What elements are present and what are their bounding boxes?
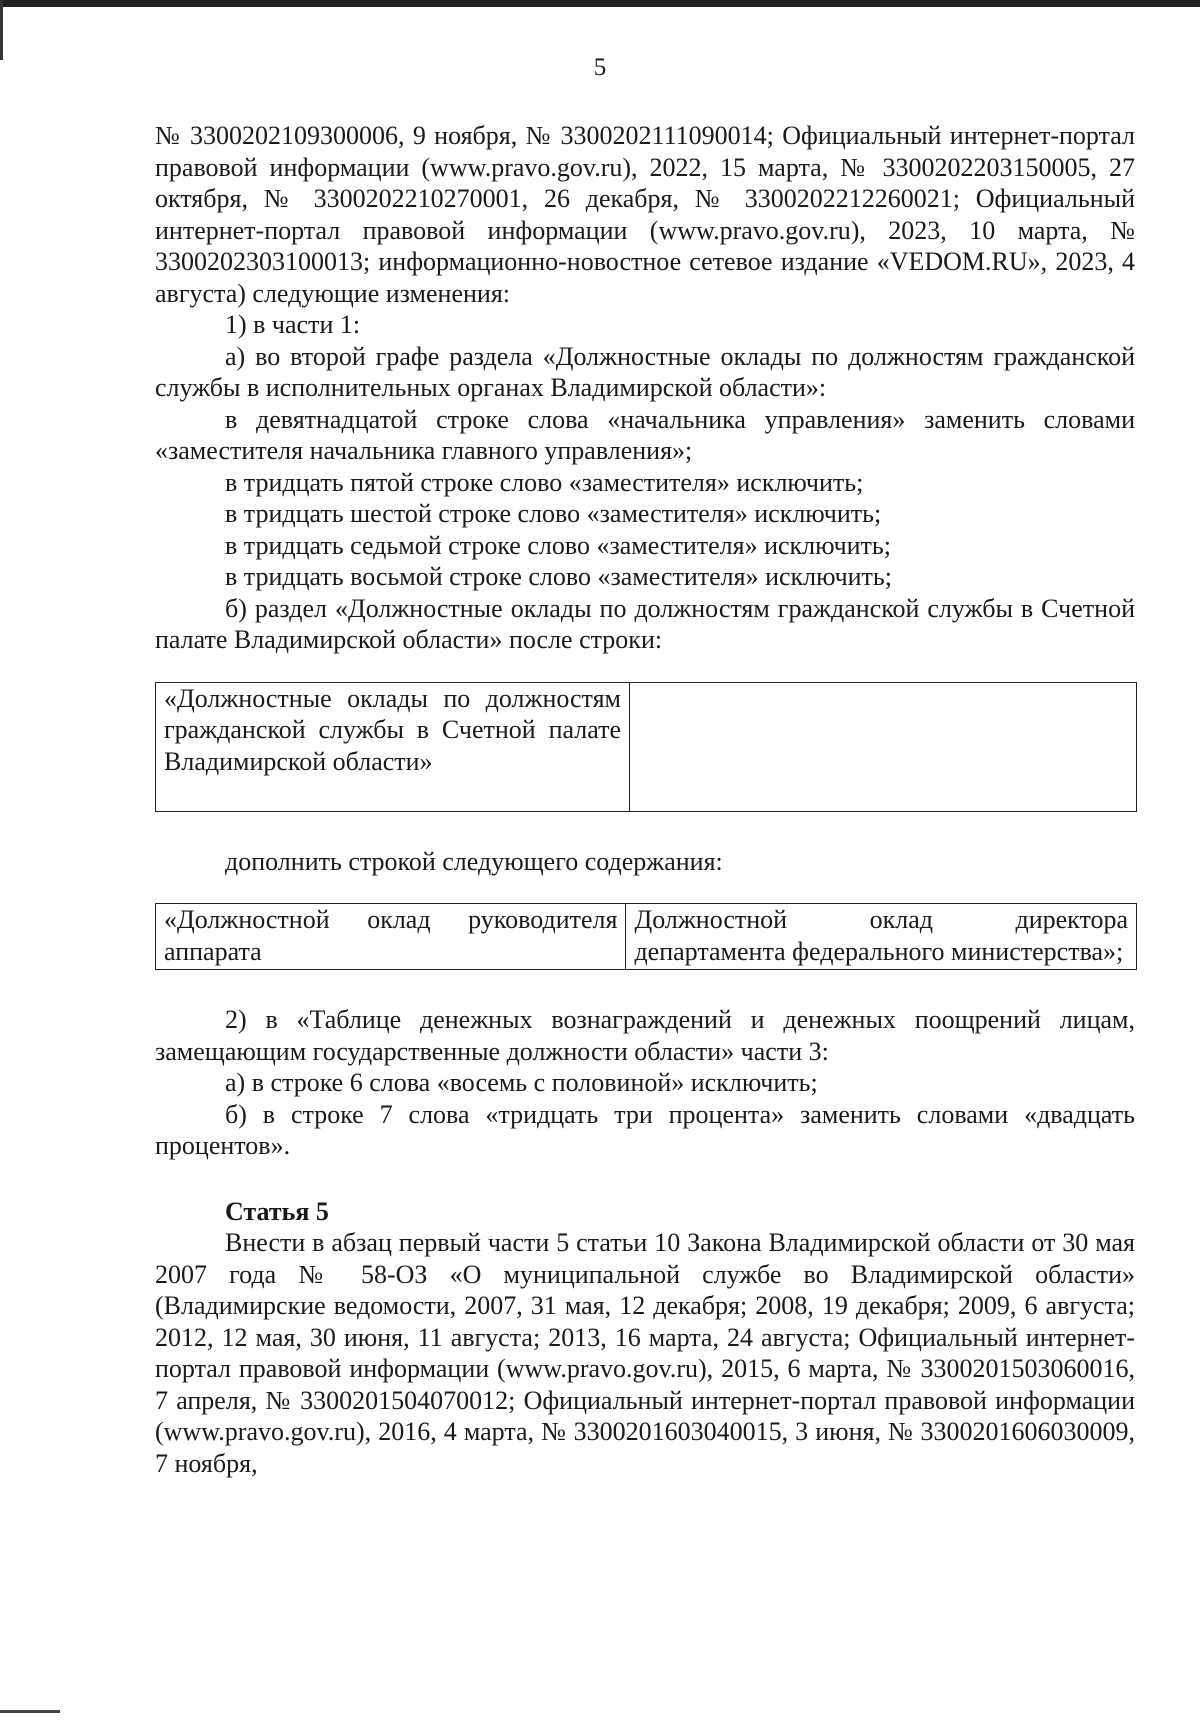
table-cell-right: Должностной оклад директора департамента федерального министерства»; xyxy=(626,904,1137,970)
paragraph-item-a: а) во второй графе раздела «Должностные оклады по должностям гражданской службы в исполнительных органах Владимирской области»: xyxy=(155,341,1135,402)
paragraph-item-b: б) раздел «Должностные оклады по должностям гражданской службы в Счетной палате Владимирской области» после строки: xyxy=(155,593,1135,654)
article-title: Статья 5 xyxy=(225,1196,329,1226)
table-existing-row xyxy=(155,682,1137,812)
table-cell-left: «Должностные оклады по должностям гражданской службы в Счетной палате Владимирской области» xyxy=(156,682,630,811)
scan-edge-bottom xyxy=(0,1710,60,1713)
paragraph-row-19: в девятнадцатой строке слова «начальника управления» заменить словами «заместителя начальника главного управления»; xyxy=(155,404,1135,465)
paragraph-row-7: б) в строке 7 слова «тридцать три процента» заменить словами «двадцать процентов». xyxy=(155,1099,1135,1160)
table-cell-left: «Должностной оклад руководителя аппарата xyxy=(156,904,626,970)
table-row xyxy=(156,904,1137,970)
scan-edge-left xyxy=(0,0,3,60)
paragraph-part-3: 2) в «Таблице денежных вознаграждений и денежных поощрений лицам, замещающим государственные должности области» части 3: xyxy=(155,1005,1135,1066)
paragraph-row-6: а) в строке 6 слова «восемь с половиной» исключить; xyxy=(225,1068,818,1097)
table-cell-right xyxy=(630,682,1137,811)
scan-edge-top xyxy=(0,0,1200,7)
table-new-row xyxy=(155,903,1137,970)
article-text: Внести в абзац первый части 5 статьи 10 Закона Владимирской области от 30 мая 2007 года № 58-ОЗ «О муниципальной службе во Владимирской области» (Владимирские ведомости, 2007, 31 мая, 12 декабря; 2008, 19 декабря; 2009, 6 августа; 2012, 12 мая, 30 июня, 11 августа; 2013, 16 марта, 24 августа; Официальный интернет-портал правовой информации (www.pravo.gov.ru), 2015, 6 марта, № 3300201503060016, 7 апреля, № 3300201504070012; Официальный интернет-портал правовой информации (www.pravo.gov.ru), 2016, 4 марта, № 3300201603040015, 3 июня, № 3300201606030009, 7 ноября, xyxy=(155,1228,1135,1478)
document-body xyxy=(155,120,1135,1479)
paragraph-add-row: дополнить строкой следующего содержания: xyxy=(225,846,723,876)
paragraph-row-36: в тридцать шестой строке слово «заместителя» исключить; xyxy=(225,499,882,528)
paragraph-row-37: в тридцать седьмой строке слово «заместителя» исключить; xyxy=(225,530,891,560)
paragraph-row-35: в тридцать пятой строке слово «заместителя» исключить; xyxy=(225,467,864,497)
paragraph-citations: № 3300202109300006, 9 ноября, № 3300202111090014; Официальный интернет-портал правовой информации (www.pravo.gov.ru), 2022, 15 марта, № 3300202203150005, 27 октября, № 3300202210270001, 26 декабря, № 3300202212260021; Официальный интернет-портал правовой информации (www.pravo.gov.ru), 2023, 10 марта, № 3300202303100013; информационно-новостное сетевое издание «VEDOM.RU», 2023, 4 августа) следующие изменения: xyxy=(155,121,1135,308)
page-number: 5 xyxy=(593,54,607,81)
paragraph-part-1: 1) в части 1: xyxy=(225,310,361,339)
paragraph-row-38: в тридцать восьмой строке слово «заместителя» исключить; xyxy=(225,562,892,591)
table-row xyxy=(156,682,1137,811)
